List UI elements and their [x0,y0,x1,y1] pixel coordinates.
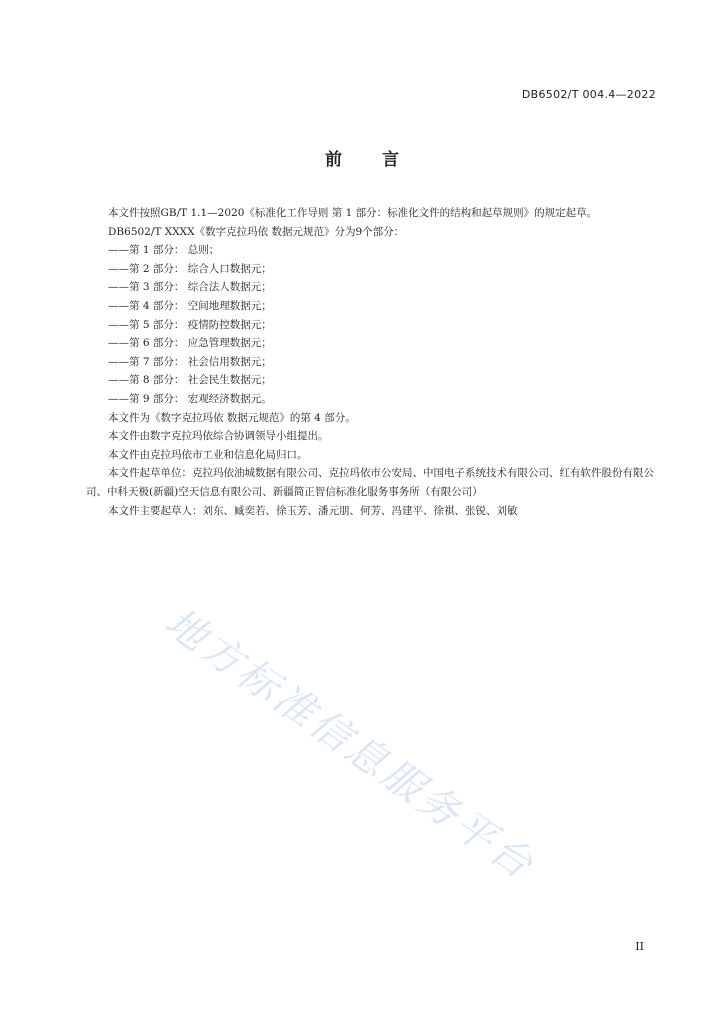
list-item: ——第 6 部分： 应急管理数据元； [108,337,272,350]
paragraph-drafting-rules: 本文件按照GB/T 1.1—2020《标准化工作导则 第 1 部分：标准化文件的结构和起草规则》的规定起草。 [108,207,598,219]
list-item: ——第 8 部分： 社会民生数据元； [108,374,272,387]
paragraph-part-number: 本文件为《数字克拉玛依 数据元规范》的第 4 部分。 [108,411,356,424]
list-item: ——第 3 部分： 综合法人数据元； [108,281,272,294]
watermark: 地方标准信息服务平台 [156,599,544,890]
list-item: ——第 7 部分： 社会信用数据元； [108,355,272,368]
list-item: ——第 1 部分： 总则； [108,244,220,257]
page-title: 前言 [325,150,439,170]
list-item: ——第 9 部分： 宏观经济数据元。 [108,392,272,405]
list-item: ——第 2 部分： 综合人口数据元； [108,262,272,275]
paragraph-drafting-units: 本文件起草单位：克拉玛依油城数据有限公司、克拉玛依市公安局、中国电子系统技术有限公司、红有软件股份有限公司、中科天极(新疆)空天信息有限公司、新疆简正智信标准化服务事务所（有限公司） [86,467,654,498]
page-number: II [635,940,644,953]
foreword-body [86,204,658,520]
paragraph-parts-intro: DB6502/T XXXX《数字克拉玛依 数据元规范》分为9个部分： [108,225,405,238]
paragraph-proposer: 本文件由数字克拉玛依综合协调领导小组提出。 [108,430,329,443]
list-item: ——第 4 部分： 空间地理数据元； [108,299,272,312]
document-code: DB6502/T 004.4—2022 [521,88,656,101]
paragraph-drafters: 本文件主要起草人：刘东、臧奕若、徐玉芳、潘元朋、何芳、冯建平、徐祺、张锐、刘敏 [108,504,518,517]
paragraph-administrator: 本文件由克拉玛依市工业和信息化局归口。 [108,448,308,461]
list-item: ——第 5 部分： 疫情防控数据元； [108,318,272,331]
